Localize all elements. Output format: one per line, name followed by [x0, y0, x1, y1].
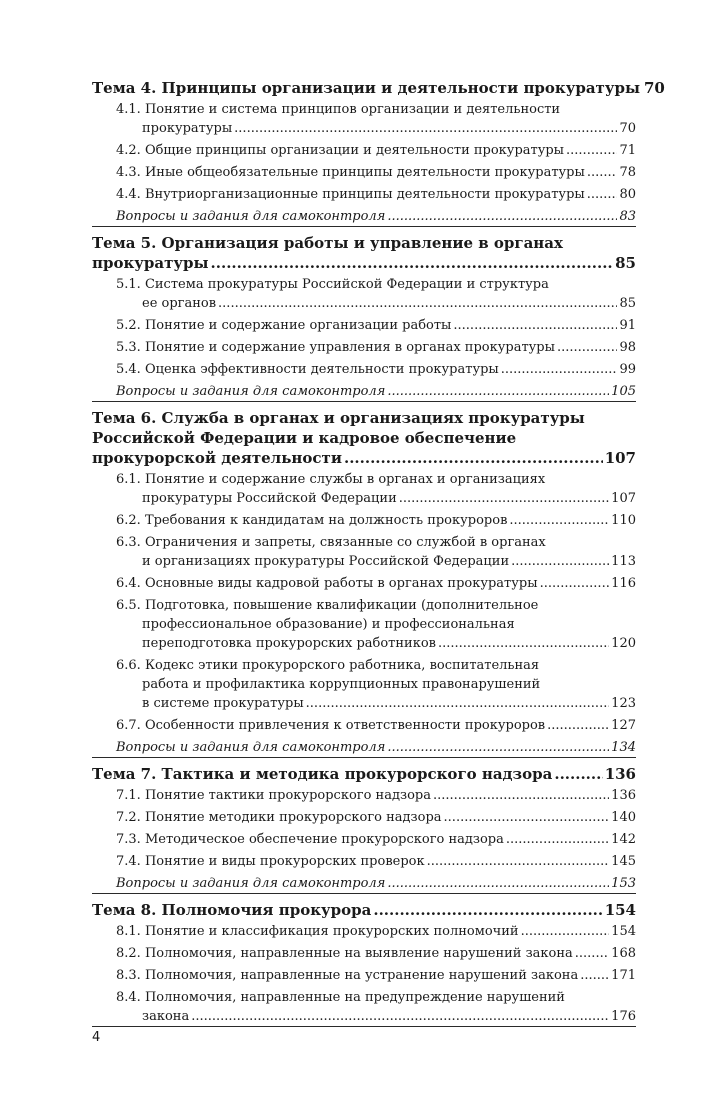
entry-page-number: 70 [619, 121, 636, 136]
entry-page-number: 116 [611, 576, 636, 591]
leader-dots [427, 852, 610, 871]
toc-entry [116, 511, 636, 530]
leader-dots [575, 944, 609, 963]
toc-topic [92, 402, 636, 758]
entry-page-number: 153 [611, 876, 636, 891]
toc-topic [92, 758, 636, 894]
entry-page-number: 123 [611, 696, 636, 711]
leader-dots [511, 552, 609, 571]
toc-entry [116, 470, 636, 508]
toc-topic [92, 78, 665, 227]
toc-entry [116, 852, 636, 871]
entry-text: закона [142, 1009, 190, 1024]
toc-review-questions [116, 382, 636, 401]
topic-page-number: 136 [604, 765, 636, 783]
toc-entry [116, 141, 636, 160]
toc-topic [92, 227, 636, 402]
leader-dots [438, 634, 609, 653]
toc-entry [116, 716, 636, 735]
toc-entry [116, 922, 636, 941]
entry-text: 4.2. Общие принципы организации и деятельности прокуратуры [116, 143, 565, 158]
entry-page-number: 83 [619, 209, 636, 224]
toc-entry [116, 163, 636, 182]
entry-page-number: 98 [619, 340, 636, 355]
entry-text: 5.1. Система прокуратуры Российской Федерации и структура [116, 277, 549, 292]
topic-page-number: 70 [643, 79, 665, 97]
leader-dots [387, 874, 609, 893]
toc-entry [116, 316, 636, 335]
toc-entry [116, 360, 636, 379]
topic-title-line: Тема 8. Полномочия прокурора [92, 901, 372, 919]
topic-page-number: 107 [604, 449, 636, 467]
leader-dots [234, 119, 617, 138]
leader-dots [547, 716, 609, 735]
toc-review-questions [116, 874, 636, 893]
leader-dots [540, 574, 610, 593]
entry-page-number: 145 [611, 854, 636, 869]
leader-dots [506, 830, 609, 849]
entry-page-number: 142 [611, 832, 636, 847]
entry-text: 5.3. Понятие и содержание управления в органах прокуратуры [116, 340, 555, 355]
entry-text: 6.4. Основные виды кадровой работы в органах прокуратуры [116, 576, 538, 591]
entry-page-number: 171 [611, 968, 636, 983]
topic-page-number: 85 [615, 254, 636, 272]
entry-text: 7.4. Понятие и виды прокурорских проверок [116, 854, 425, 869]
entry-page-number: 78 [619, 165, 636, 180]
entry-page-number: 154 [611, 924, 636, 939]
entry-text: 6.2. Требования к кандидатам на должность прокуроров [116, 513, 508, 528]
entry-text: ее органов [142, 296, 217, 311]
topic-title [92, 78, 665, 98]
toc-entry [116, 596, 636, 653]
toc-entry [116, 808, 636, 827]
leader-dots [554, 764, 602, 784]
entry-text: 4.4. Внутриорганизационные принципы деятельности прокуратуры [116, 187, 585, 202]
entry-text: работа и профилактика коррупционных правонарушений [142, 677, 541, 692]
entry-page-number: 140 [611, 810, 636, 825]
leader-dots [580, 966, 609, 985]
toc-entry [116, 275, 636, 313]
toc-entry [116, 830, 636, 849]
entry-page-number: 80 [619, 187, 636, 202]
topic-title [92, 233, 636, 273]
entry-text: 4.1. Понятие и система принципов организации и деятельности [116, 102, 561, 117]
topic-title [92, 900, 636, 920]
entry-page-number: 168 [611, 946, 636, 961]
topic-title-line: Тема 4. Принципы организации и деятельности прокуратуры [92, 79, 640, 97]
leader-dots [501, 360, 618, 379]
leader-dots [387, 207, 617, 226]
toc-entry [116, 100, 636, 138]
toc-entry [116, 786, 636, 805]
toc-entry [116, 944, 636, 963]
toc-entry [116, 185, 636, 204]
leader-dots [521, 922, 610, 941]
entry-text: 8.3. Полномочия, направленные на устранение нарушений закона [116, 968, 579, 983]
entry-text: 7.3. Методическое обеспечение прокурорского надзора [116, 832, 504, 847]
toc-entry [116, 338, 636, 357]
leader-dots [509, 511, 609, 530]
entry-text: прокуратуры [142, 121, 233, 136]
topic-title-line: Тема 5. Организация работы и управление в органах [92, 234, 563, 252]
entry-text: 8.2. Полномочия, направленные на выявление нарушений закона [116, 946, 573, 961]
leader-dots [387, 382, 609, 401]
leader-dots [211, 253, 614, 273]
entry-page-number: 110 [611, 513, 636, 528]
entry-page-number: 176 [611, 1009, 636, 1024]
entry-text: в системе прокуратуры [142, 696, 304, 711]
entry-page-number: 107 [611, 491, 636, 506]
toc-review-questions [116, 738, 636, 757]
entry-text: 5.4. Оценка эффективности деятельности прокуратуры [116, 362, 499, 377]
entry-text: 6.1. Понятие и содержание службы в органах и организациях [116, 472, 546, 487]
leader-dots [557, 338, 617, 357]
entry-page-number: 71 [619, 143, 636, 158]
leader-dots [344, 448, 603, 468]
leader-dots [444, 808, 610, 827]
entry-text: 4.3. Иные общеобязательные принципы деятельности прокуратуры [116, 165, 585, 180]
entry-text: 5.2. Понятие и содержание организации работы [116, 318, 452, 333]
topic-page-number: 154 [604, 901, 636, 919]
entry-text: Вопросы и задания для самоконтроля [116, 876, 386, 891]
toc-entry [116, 966, 636, 985]
toc-entry [116, 533, 636, 571]
topic-title-line: Российской Федерации и кадровое обеспечение [92, 429, 517, 447]
leader-dots [373, 900, 602, 920]
entry-text: 6.6. Кодекс этики прокурорского работника, воспитательная [116, 658, 540, 673]
topic-title [92, 408, 636, 468]
leader-dots [306, 694, 610, 713]
entry-page-number: 134 [611, 740, 636, 755]
entry-page-number: 113 [611, 554, 636, 569]
topic-title-line: прокурорской деятельности [92, 449, 342, 467]
entry-page-number: 136 [611, 788, 636, 803]
topic-title-line: Тема 7. Тактика и методика прокурорского надзора [92, 765, 553, 783]
page-number: 4 [92, 1030, 101, 1045]
entry-text: 8.1. Понятие и классификация прокурорских полномочий [116, 924, 519, 939]
table-of-contents [92, 78, 665, 1027]
entry-text: 7.2. Понятие методики прокурорского надзора [116, 810, 442, 825]
entry-text: 6.7. Особенности привлечения к ответственности прокуроров [116, 718, 546, 733]
leader-dots [587, 185, 618, 204]
entry-page-number: 91 [619, 318, 636, 333]
entry-page-number: 85 [619, 296, 636, 311]
toc-entry [116, 656, 636, 713]
entry-text: 7.1. Понятие тактики прокурорского надзора [116, 788, 431, 803]
entry-text: 6.5. Подготовка, повышение квалификации (дополнительное [116, 598, 539, 613]
entry-text: и организациях прокуратуры Российской Федерации [142, 554, 510, 569]
entry-text: Вопросы и задания для самоконтроля [116, 384, 386, 399]
leader-dots [218, 294, 617, 313]
topic-title-line: прокуратуры [92, 254, 209, 272]
toc-entry [116, 574, 636, 593]
entry-text: переподготовка прокурорских работников [142, 636, 436, 651]
entry-text: 8.4. Полномочия, направленные на предупреждение нарушений [116, 990, 565, 1005]
entry-page-number: 105 [611, 384, 636, 399]
leader-dots [566, 141, 617, 160]
topic-title [92, 764, 636, 784]
entry-text: прокуратуры Российской Федерации [142, 491, 397, 506]
leader-dots [387, 738, 609, 757]
toc-topic [92, 894, 636, 1027]
entry-text: Вопросы и задания для самоконтроля [116, 740, 386, 755]
leader-dots [191, 1007, 609, 1026]
entry-page-number: 127 [611, 718, 636, 733]
leader-dots [399, 489, 609, 508]
entry-page-number: 99 [619, 362, 636, 377]
toc-review-questions [116, 207, 636, 226]
entry-text: профессиональное образование) и профессиональная [142, 617, 515, 632]
entry-text: 6.3. Ограничения и запреты, связанные со службой в органах [116, 535, 546, 550]
topic-title-line: Тема 6. Служба в органах и организациях прокуратуры [92, 409, 585, 427]
leader-dots [453, 316, 617, 335]
leader-dots [587, 163, 618, 182]
toc-entry [116, 988, 636, 1026]
leader-dots [433, 786, 609, 805]
entry-text: Вопросы и задания для самоконтроля [116, 209, 386, 224]
entry-page-number: 120 [611, 636, 636, 651]
